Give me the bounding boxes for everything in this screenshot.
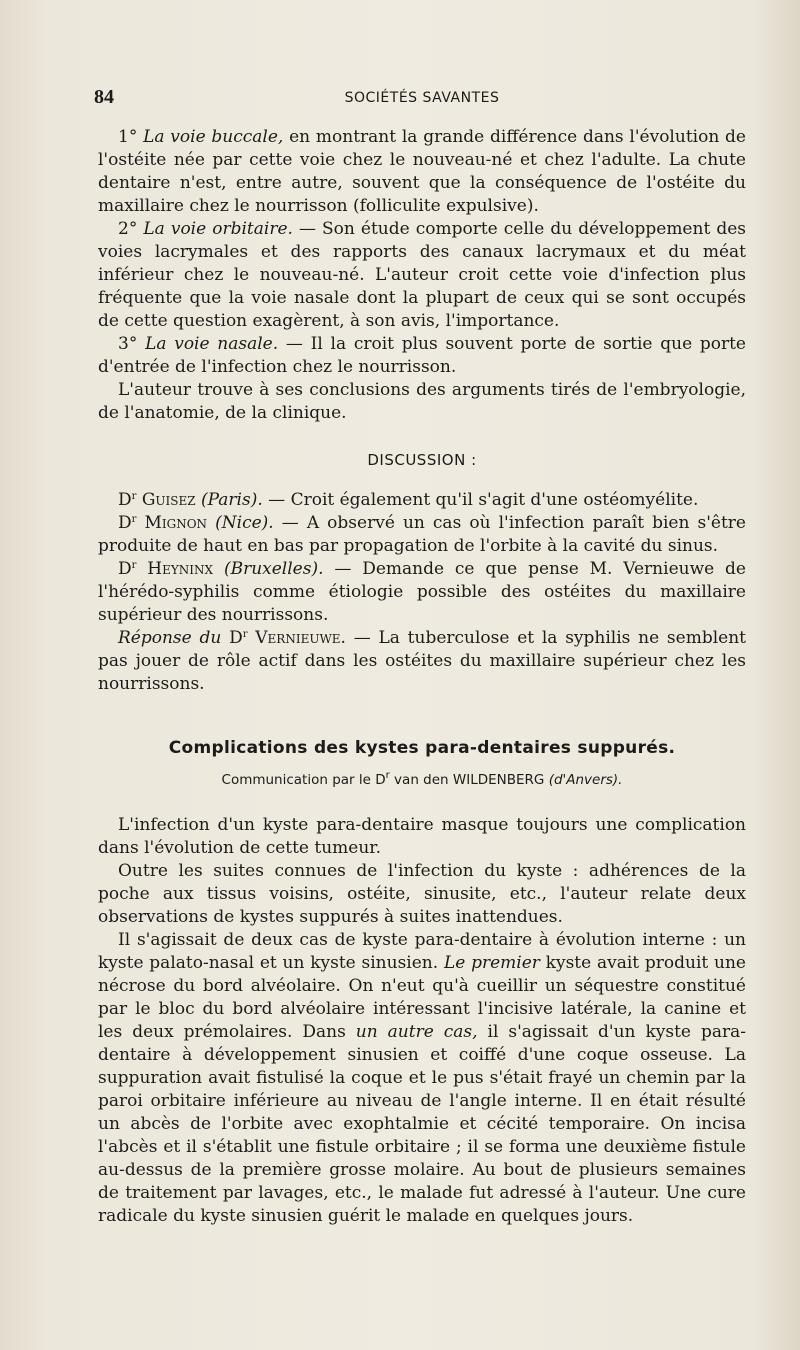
dr-sup: r bbox=[131, 491, 137, 502]
byline-text: Communication par le D bbox=[221, 772, 386, 788]
body-text: Il s'agissait de deux cas de kyste para-dentaire à évolution interne : un kyste palato-nasal et un kyste sinusien. bbox=[98, 930, 746, 973]
speaker-city: (Bruxelles). bbox=[223, 559, 324, 579]
speaker-city: (Paris). bbox=[200, 490, 263, 510]
list-number: 1° bbox=[118, 127, 144, 147]
intro-paragraph-3 bbox=[98, 333, 746, 379]
author-name: van den WILDENBERG bbox=[389, 772, 549, 788]
discussion-reponse bbox=[98, 627, 746, 696]
body-paragraph-3 bbox=[98, 929, 746, 1228]
discussion-item-heyninx bbox=[98, 558, 746, 627]
list-number: 2° bbox=[118, 219, 144, 239]
list-number: 3° bbox=[118, 334, 146, 354]
body-text: kyste avait produit une nécrose du bord alvéolaire. On n'eut qu'à cueillir un séquestre constitué par le bloc du bord alvéolaire intéressant l'incisive latérale, la canine et les deux prémolaires. Dans bbox=[98, 953, 746, 1042]
page-header bbox=[94, 86, 746, 118]
speaker-name: Vernieuwe. bbox=[247, 628, 346, 648]
dr-abbrev: D bbox=[118, 559, 132, 579]
page-content bbox=[94, 86, 746, 1228]
author-city: (d'Anvers). bbox=[548, 772, 623, 788]
intro-paragraph-4 bbox=[98, 379, 746, 425]
dr-sup: r bbox=[242, 629, 248, 640]
discussion-item-mignon bbox=[98, 512, 746, 558]
intro-paragraph-1 bbox=[98, 126, 746, 218]
intro-text: — Son étude comporte celle du développement des voies lacrymales et des rapports des canaux lacrymaux et du méat inférieur chez le nouveau-né. L'auteur croit cette voie d'infection plus fréquente que la voie nasale dont la plupart de ceux qui se sont occupés de cette question exagèrent, à son avis, l'importance. bbox=[98, 219, 746, 331]
reponse-label: Réponse du bbox=[118, 628, 222, 648]
speaker-text: — La tuberculose et la syphilis ne semblent pas jouer de rôle actif dans les ostéites du maxillaire supérieur chez les nourrissons. bbox=[98, 628, 746, 694]
dr-sup: r bbox=[131, 514, 137, 525]
body-emphasis: un autre cas, bbox=[355, 1022, 478, 1042]
running-head: SOCIÉTÉS SAVANTES bbox=[344, 90, 500, 106]
speaker-name: Heyninx bbox=[136, 559, 214, 579]
intro-heading: La voie orbitaire. bbox=[143, 219, 293, 239]
intro-heading: La voie nasale. bbox=[145, 334, 279, 354]
body-text: Outre les suites connues de l'infection du kyste : adhérences de la poche aux tissus voisins, ostéite, sinusite, etc., l'auteur relate deux observations de kystes suppurés à suites inattendues. bbox=[98, 861, 746, 927]
speaker-text: — A observé un cas où l'infection paraît bien s'être produite de haut en bas par propagation de l'orbite à la cavité du sinus. bbox=[98, 513, 746, 556]
body-emphasis: Le premier bbox=[443, 953, 540, 973]
discussion-title: DISCUSSION : bbox=[367, 451, 477, 469]
dr-sup: r bbox=[131, 560, 137, 571]
intro-paragraph-2 bbox=[98, 218, 746, 333]
intro-text: — Il la croit plus souvent porte de sortie que porte d'entrée de l'infection chez le nourrisson. bbox=[98, 334, 746, 377]
body-text: il s'agissait d'un kyste para-dentaire à développement sinusien et coiffé d'une coque osseuse. La suppuration avait fistulisé la coque et le pus s'était frayé un chemin par la paroi orbitaire inférieure au niveau de l'angle interne. Il en était résulté un abcès de l'orbite avec exophtalmie et cécité temporaire. On incisa l'abcès et il s'établit une fistule orbitaire ; il se forma une deuxième fistule au-dessus de la première grosse molaire. Au bout de plusieurs semaines de traitement par lavages, etc., le malade fut adressé à l'auteur. Une cure radicale du kyste sinusien guérit le malade en quelques jours. bbox=[98, 1022, 746, 1226]
speaker-text: — Croit également qu'il s'agit d'une ostéomyélite. bbox=[262, 490, 699, 510]
body-paragraph-2 bbox=[98, 860, 746, 929]
page-number: 84 bbox=[94, 86, 114, 108]
intro-heading: La voie buccale, bbox=[143, 127, 284, 147]
dr-sup: r bbox=[385, 770, 390, 781]
section-title: Complications des kystes para-dentaires suppurés. bbox=[168, 738, 676, 758]
speaker-name: Mignon bbox=[136, 513, 208, 533]
speaker-name: Guisez bbox=[136, 490, 196, 510]
body-paragraph-1 bbox=[98, 814, 746, 860]
section-byline bbox=[98, 772, 746, 788]
speaker-city: (Nice). bbox=[215, 513, 274, 533]
dr-abbrev: D bbox=[118, 513, 132, 533]
body-text: L'infection d'un kyste para-dentaire masque toujours une complication dans l'évolution de cette tumeur. bbox=[98, 815, 746, 858]
intro-text: en montrant la grande différence dans l'évolution de l'ostéite née par cette voie chez le nouveau-né et chez l'adulte. La chute dentaire n'est, entre autre, souvent que la conséquence de l'ostéite du maxillaire chez le nourrisson (folliculite expulsive). bbox=[98, 127, 746, 216]
intro-text: L'auteur trouve à ses conclusions des arguments tirés de l'embryologie, de l'anatomie, de la clinique. bbox=[98, 380, 746, 423]
dr-abbrev: D bbox=[221, 628, 243, 648]
dr-abbrev: D bbox=[118, 490, 132, 510]
discussion-item-guisez bbox=[98, 489, 746, 512]
speaker-text: — Demande ce que pense M. Vernieuwe de l'hérédo-syphilis comme étiologie possible des ostéites du maxillaire supérieur des nourrissons. bbox=[98, 559, 746, 625]
